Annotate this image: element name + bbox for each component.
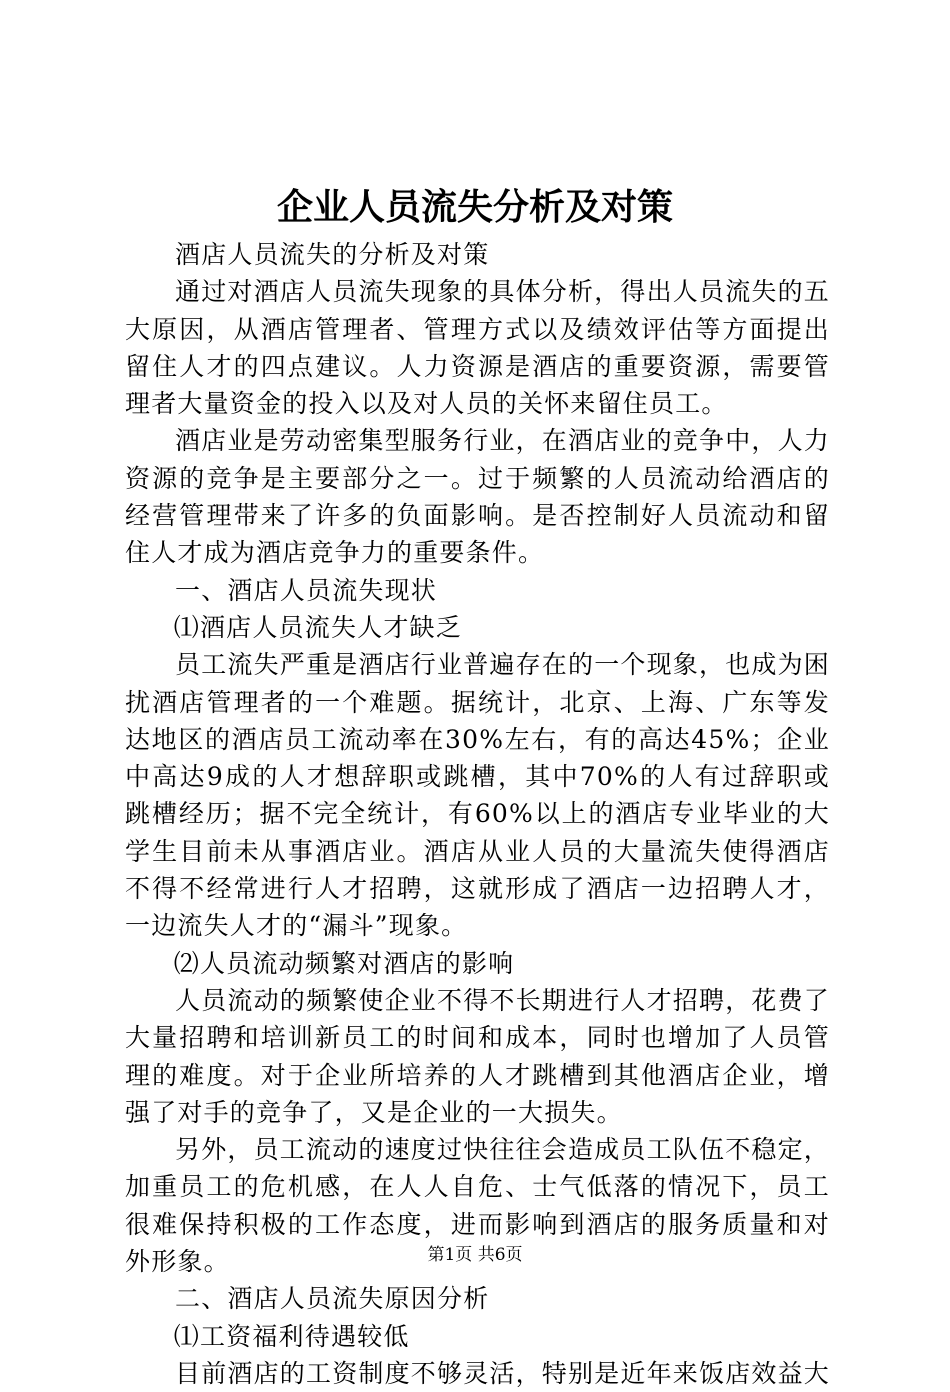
subsection-heading: ⑵人员流动频繁对酒店的影响 — [173, 948, 515, 978]
paragraph: 酒店业是劳动密集型服务行业，在酒店业的竞争中，人力资源的竞争是主要部分之一。过于频繁的人员流动给酒店的经营管理带来了许多的负面影响。是否控制好人员流动和留住人才成为酒店竞争力的重要条件。 — [125, 426, 831, 568]
document-body — [125, 236, 830, 1392]
subsection-heading: ⑴工资福利待遇较低 — [173, 1321, 410, 1351]
page-footer: 第1页 共6页 — [427, 1245, 523, 1265]
paragraph: 员工流失严重是酒店行业普遍存在的一个现象，也成为困扰酒店管理者的一个难题。据统计，北京、上海、广东等发达地区的酒店员工流动率在30%左右，有的高达45%；企业中高达9成的人才想辞职或跳槽，其中70%的人有过辞职或跳槽经历；据不完全统计，有60%以上的酒店专业毕业的大学生目前未从事酒店业。酒店从业人员的大量流失使得酒店不得不经常进行人才招聘，这就形成了酒店一边招聘人才，一边流失人才的“漏斗”现象。 — [125, 650, 831, 941]
document-title: 企业人员流失分析及对策 — [276, 186, 673, 228]
section-heading: 一、酒店人员流失现状 — [175, 575, 438, 605]
subsection-heading: ⑴酒店人员流失人才缺乏 — [173, 612, 462, 642]
paragraph: 人员流动的频繁使企业不得不长期进行人才招聘，花费了大量招聘和培训新员工的时间和成本，同时也增加了人员管理的难度。对于企业所培养的人才跳槽到其他酒店企业，增强了对手的竞争了，又是企业的一大损失。 — [125, 985, 831, 1127]
section-heading: 二、酒店人员流失原因分析 — [175, 1284, 490, 1314]
paragraph: 目前酒店的工资制度不够灵活，特别是近年来饭店效益大 — [175, 1358, 831, 1388]
paragraph: 通过对酒店人员流失现象的具体分析，得出人员流失的五大原因，从酒店管理者、管理方式以及绩效评估等方面提出留住人才的四点建议。人力资源是酒店的重要资源，需要管理者大量资金的投入以及对人员的关怀来留住员工。 — [125, 277, 831, 419]
paragraph-subtitle: 酒店人员流失的分析及对策 — [175, 240, 490, 269]
paragraph: 另外，员工流动的速度过快往往会造成员工队伍不稳定，加重员工的危机感，在人人自危、士气低落的情况下，员工很难保持积极的工作态度，进而影响到酒店的服务质量和对外形象。 — [125, 1135, 831, 1277]
